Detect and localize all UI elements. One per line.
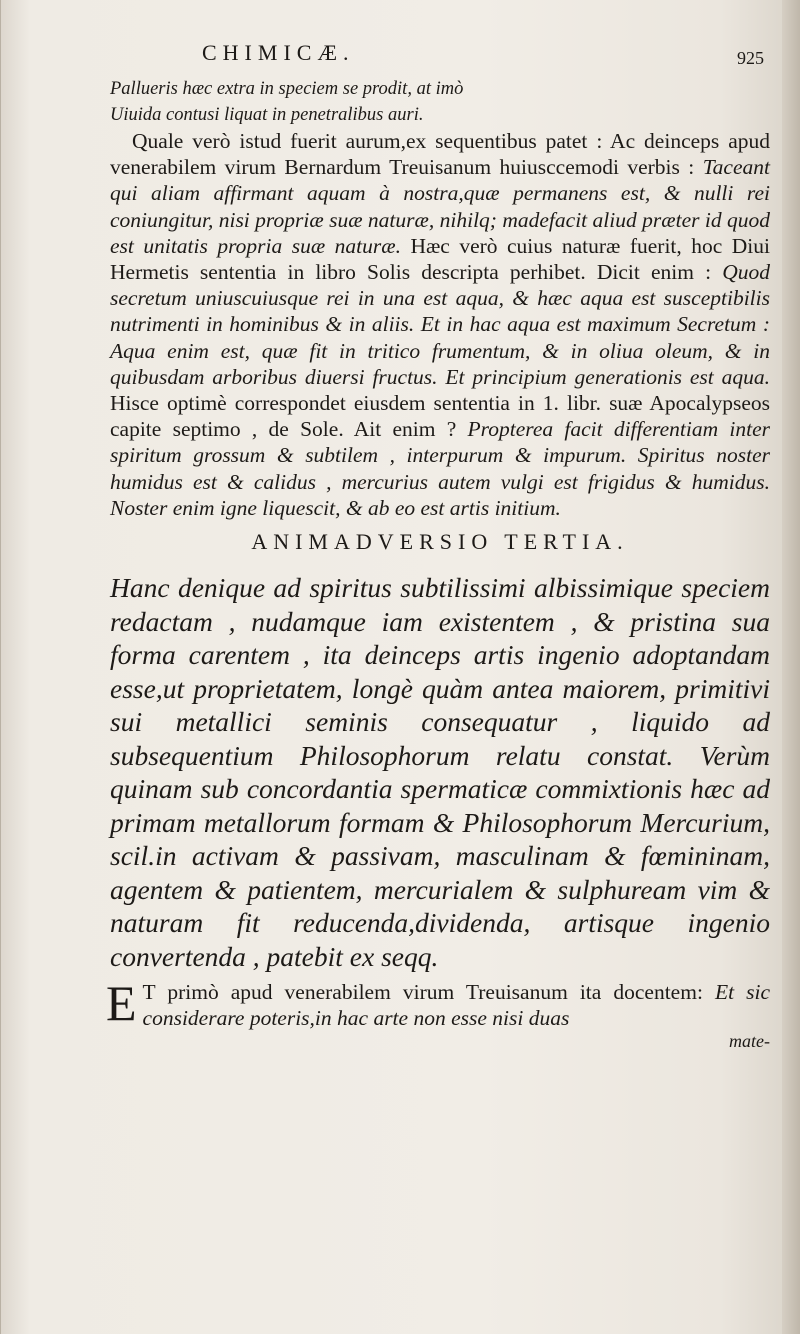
section-heading: ANIMADVERSIO TERTIA. bbox=[251, 529, 629, 555]
paragraph-2: Hanc denique ad spiritus subtilissimi albissimique speciem redactam , nudamque iam existentem , & pristina sua forma carentem , ita deinceps artis ingenio adoptandam esse,ut proprietatem, longè quàm antea maiorem, primitivi sui metallici seminis consequatur , liquido ad subsequentium Philosophorum relatu constat. Verùm quinam sub concordantia spermaticæ commixtionis hæc ad primam metallorum formam & Philosophorum Mercurium, scil.in activam & passivam, masculinam & fœmininam, agentem & patientem, mercurialem & sulphuream vim & naturam fit reducenda,dividenda, artisque ingenio convertenda , patebit ex seqq. bbox=[110, 572, 770, 972]
page-edge-right bbox=[782, 0, 800, 1334]
paragraph-1 bbox=[110, 128, 770, 521]
p1-italic-a: Taceant qui aliam affirmant aquam à nostra,quæ permanens est, & nulli rei coniungitur, nisi propriæ suæ naturæ, nihilq; madefacit aliud præter id quod est unitatis propria suæ naturæ. bbox=[110, 155, 770, 258]
gutter-edge bbox=[0, 0, 1, 1334]
drop-capital: E bbox=[106, 975, 137, 1032]
p1-italic-c: Propterea facit differentiam inter spiritum grossum & subtilem , interpurum & impurum. Spiritus noster humidus est & calidus , mercurius autem vulgi est frigidus & humidus. Noster enim igne liquescit, & ab eo est artis initium. bbox=[110, 417, 770, 520]
text-block bbox=[106, 36, 770, 1052]
p3-italic: Et sic considerare poteris,in hac arte non esse nisi duas bbox=[142, 980, 770, 1031]
page-number: 925 bbox=[737, 48, 764, 68]
paragraph-3 bbox=[106, 975, 770, 1032]
p1-roman-c: Hisce optimè correspondet eiusdem sententia in 1. libr. suæ Apocalypseos capite septimo , de Sole. Ait enim ? bbox=[110, 391, 770, 442]
p1-roman-a: Quale verò istud fuerit aurum,ex sequentibus patet : Ac deinceps apud venerabilem virum Bernardum Treuisanum huiusccemodi verbis : bbox=[110, 129, 770, 180]
p1-roman-b: Hæc verò cuius naturæ fuerit, hoc Diui Hermetis sententia in libro Solis descripta perhibet. Dicit enim : bbox=[110, 233, 770, 285]
verse-line-2: Uiuida contusi liquat in penetralibus auri. bbox=[110, 105, 424, 125]
p1-italic-b: Quod secretum uniuscuiusque rei in una est aqua, & hæc aqua est susceptibilis nutrimenti in hominibus & in aliis. Et in hac aqua est maximum Secretum : Aqua enim est, quæ fit in tritico frumentum, & in oliua oleum, & in quibusdam arboribus diuersi fructus. Et principium generationis est aqua. bbox=[110, 260, 770, 389]
p3-roman: T primò apud venerabilem virum Treuisanum ita docentem: bbox=[142, 980, 715, 1005]
verse-line-1: Pallueris hæc extra in speciem se prodit, at imò bbox=[110, 79, 464, 99]
catchword: mate- bbox=[729, 1031, 770, 1052]
running-title: CHIMICÆ. bbox=[202, 40, 355, 65]
page-header bbox=[110, 36, 770, 76]
